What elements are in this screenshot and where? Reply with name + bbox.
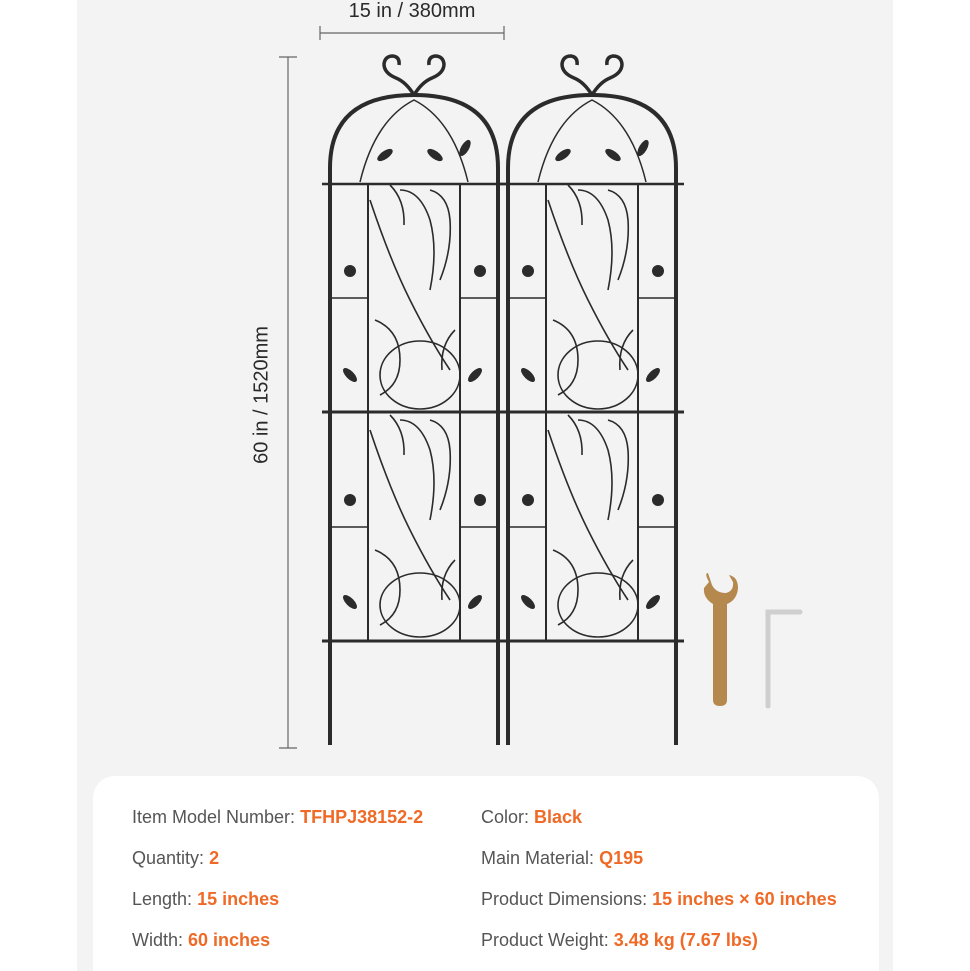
trellis-panel-left — [322, 56, 506, 745]
spec-value: Black — [534, 807, 583, 827]
spec-dimensions — [481, 888, 837, 910]
spec-label: Product Dimensions: — [481, 889, 648, 909]
spec-color — [481, 806, 582, 828]
spec-value: 15 inches × 60 inches — [652, 889, 837, 909]
spec-quantity — [132, 847, 219, 869]
height-label: 60 in / 1520mm — [250, 326, 273, 464]
spec-width — [132, 929, 270, 951]
wrench-icon — [704, 573, 738, 706]
spec-label: Item Model Number: — [132, 807, 296, 827]
spec-value: 15 inches — [197, 889, 280, 909]
spec-value: 2 — [209, 848, 220, 868]
height-dimension-line — [279, 57, 297, 748]
spec-weight — [481, 929, 758, 951]
spec-material — [481, 847, 643, 869]
spec-label: Length: — [132, 889, 193, 909]
spec-value: TFHPJ38152-2 — [300, 807, 424, 827]
spec-value: 60 inches — [188, 930, 271, 950]
width-dimension — [319, 0, 505, 40]
spec-label: Color: — [481, 807, 530, 827]
spec-label: Main Material: — [481, 848, 595, 868]
spec-card — [93, 776, 879, 971]
spec-length — [132, 888, 279, 910]
width-label: 15 in / 380mm — [348, 0, 476, 22]
spec-label: Width: — [132, 930, 184, 950]
trellis-panel-right — [500, 56, 684, 745]
spec-value: 3.48 kg (7.67 lbs) — [613, 930, 758, 950]
spec-label: Quantity: — [132, 848, 205, 868]
spec-label: Product Weight: — [481, 930, 609, 950]
spec-model-number — [132, 806, 423, 828]
spec-value: Q195 — [599, 848, 644, 868]
allen-key-icon — [768, 612, 800, 706]
